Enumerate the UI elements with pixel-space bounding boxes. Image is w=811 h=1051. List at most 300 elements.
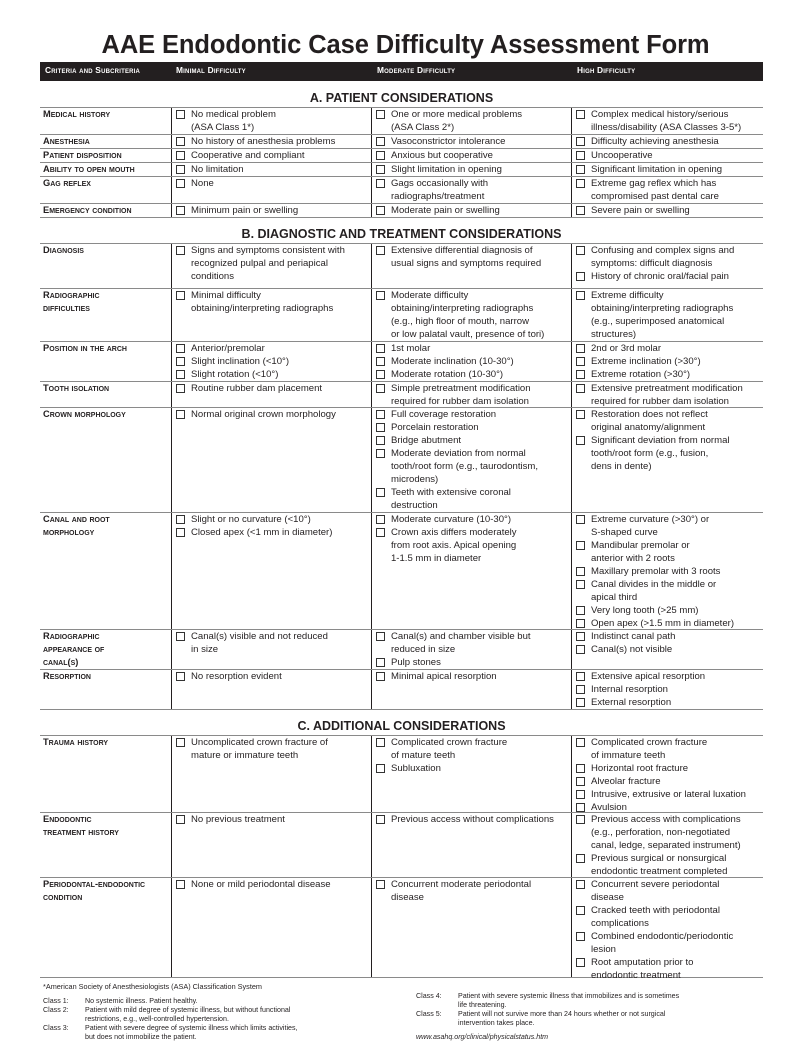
item-text: Moderate rotation (10-30°) xyxy=(391,369,504,380)
item-text: Extreme gag reflex which has xyxy=(591,178,717,189)
checklist-item[interactable] xyxy=(176,177,214,190)
criteria-label xyxy=(43,736,108,749)
checklist-item[interactable] xyxy=(376,342,514,355)
item-text: Slight inclination (<10°) xyxy=(191,356,290,367)
item-text: 1st molar xyxy=(391,343,431,354)
moderate-cell xyxy=(376,204,500,217)
item-text: Canal(s) and chamber visible but xyxy=(391,631,531,642)
item-text: Complicated crown fracture xyxy=(391,737,508,748)
item-text: External resorption xyxy=(591,697,672,708)
item-text: or low palatal vault, presence of tori) xyxy=(391,329,545,340)
checklist-item[interactable] xyxy=(376,135,505,148)
criteria-label xyxy=(43,513,110,539)
item-text: structures) xyxy=(591,329,637,340)
criteria-line: Gag reflex xyxy=(43,178,91,188)
minimal-cell xyxy=(176,630,328,656)
item-text: disease xyxy=(391,892,424,903)
item-text: (ASA Class 1*) xyxy=(191,122,255,133)
checklist-item[interactable] xyxy=(376,656,531,669)
column-divider xyxy=(171,243,172,709)
checklist-item[interactable] xyxy=(576,643,675,656)
item-text: tooth/root form (e.g., taurodontism, xyxy=(391,461,538,472)
item-text: Combined endodontic/periodontic xyxy=(591,931,734,942)
item-text: apical third xyxy=(591,592,638,603)
checklist-item[interactable] xyxy=(576,382,743,408)
item-text: No medical problem xyxy=(191,109,276,120)
asa-class-label: Class 5: xyxy=(416,1010,442,1019)
criteria-label xyxy=(43,630,104,669)
criteria-line: Patient disposition xyxy=(43,150,122,160)
item-text: Extensive apical resorption xyxy=(591,671,706,682)
checklist-item[interactable] xyxy=(176,670,282,683)
moderate-cell xyxy=(376,163,502,176)
high-cell xyxy=(576,878,733,982)
criteria-line: morphology xyxy=(43,527,95,537)
item-text: Indistinct canal path xyxy=(591,631,676,642)
checklist-item[interactable] xyxy=(576,604,734,617)
checklist-item[interactable] xyxy=(576,683,705,696)
criteria-label xyxy=(43,408,126,421)
item-text: Horizontal root fracture xyxy=(591,763,689,774)
item-text: Gags occasionally with xyxy=(391,178,489,189)
checklist-item[interactable] xyxy=(376,813,554,826)
checklist-item[interactable] xyxy=(376,108,522,134)
item-text: Anxious but cooperative xyxy=(391,150,493,161)
asa-class-line: restrictions, e.g., well-controlled hypertension. xyxy=(85,1015,229,1024)
item-text: S-shaped curve xyxy=(591,527,658,538)
high-cell xyxy=(576,408,730,473)
item-text: complications xyxy=(591,918,649,929)
checklist-item[interactable] xyxy=(576,270,734,283)
item-text: Cracked teeth with periodontal xyxy=(591,905,720,916)
checklist-item[interactable] xyxy=(376,762,507,775)
asa-class-line: but does not immobilize the patient. xyxy=(85,1033,197,1042)
moderate-cell xyxy=(376,149,493,162)
item-text: Slight limitation in opening xyxy=(391,164,502,175)
moderate-cell xyxy=(376,630,531,669)
item-text: Complicated crown fracture xyxy=(591,737,708,748)
minimal-cell xyxy=(176,149,305,162)
item-text: required for rubber dam isolation xyxy=(391,396,529,407)
checklist-item[interactable] xyxy=(576,244,734,270)
asa-class-entry xyxy=(43,1024,403,1042)
item-text: Open apex (>1.5 mm in diameter) xyxy=(591,618,735,629)
item-text: 1-1.5 mm in diameter xyxy=(391,553,482,564)
item-text: obtaining/interpreting radiographs xyxy=(191,303,334,314)
item-text: Maxillary premolar with 3 roots xyxy=(591,566,721,577)
item-text: Canal divides in the middle or xyxy=(591,579,717,590)
section-title: C. ADDITIONAL CONSIDERATIONS xyxy=(297,719,506,733)
criteria-label xyxy=(43,813,119,839)
column-divider xyxy=(371,735,372,977)
checklist-item[interactable] xyxy=(576,565,734,578)
high-cell xyxy=(576,342,701,381)
item-text: (e.g., superimposed anatomical xyxy=(591,316,725,327)
checklist-item[interactable] xyxy=(576,135,719,148)
checklist-item[interactable] xyxy=(376,630,531,656)
checklist-item[interactable] xyxy=(176,244,345,283)
criteria-label xyxy=(43,149,122,162)
item-text: Minimal apical resorption xyxy=(391,671,497,682)
item-text: lesion xyxy=(591,944,616,955)
criteria-label xyxy=(43,878,145,904)
checklist-item[interactable] xyxy=(176,163,244,176)
item-text: (ASA Class 2*) xyxy=(391,122,455,133)
checklist-item[interactable] xyxy=(576,342,701,355)
checklist-item[interactable] xyxy=(376,447,538,486)
checklist-item[interactable] xyxy=(576,762,746,775)
item-text: Moderate curvature (10-30°) xyxy=(391,514,512,525)
checklist-item[interactable] xyxy=(576,852,741,878)
asa-class-entry xyxy=(43,997,403,1006)
item-text: disease xyxy=(591,892,624,903)
high-cell xyxy=(576,813,741,878)
item-text: Concurrent severe periodontal xyxy=(591,879,720,890)
item-text: Extreme rotation (>30°) xyxy=(591,369,691,380)
checklist-item[interactable] xyxy=(376,368,514,381)
high-cell xyxy=(576,108,741,134)
checklist-item[interactable] xyxy=(176,878,331,891)
asa-class-line: Patient will not survive more than 24 hours whether or not surgical xyxy=(458,1010,666,1019)
item-text: obtaining/interpreting radiographs xyxy=(391,303,534,314)
item-text: Moderate difficulty xyxy=(391,290,469,301)
minimal-cell xyxy=(176,408,336,421)
item-text: History of chronic oral/facial pain xyxy=(591,271,729,282)
item-text: Slight rotation (<10°) xyxy=(191,369,279,380)
checklist-item[interactable] xyxy=(576,788,746,801)
checklist-item[interactable] xyxy=(576,108,741,134)
checklist-item[interactable] xyxy=(576,355,701,368)
criteria-label xyxy=(43,244,84,257)
checklist-item[interactable] xyxy=(576,539,734,565)
checklist-item[interactable] xyxy=(176,204,298,217)
item-text: Pulp stones xyxy=(391,657,441,668)
row-divider xyxy=(40,709,763,710)
asa-class-line: No systemic illness. Patient healthy. xyxy=(85,997,198,1005)
checklist-item[interactable] xyxy=(376,244,541,270)
item-text: No limitation xyxy=(191,164,244,175)
checklist-item[interactable] xyxy=(576,775,746,788)
checklist-item[interactable] xyxy=(376,408,538,421)
item-text: Confusing and complex signs and xyxy=(591,245,735,256)
moderate-cell xyxy=(376,342,514,381)
column-divider xyxy=(371,243,372,709)
header-criteria: Criteria and Subcriteria xyxy=(45,65,141,75)
criteria-line: Endodontic xyxy=(43,814,92,824)
item-text: No history of anesthesia problems xyxy=(191,136,336,147)
checklist-item[interactable] xyxy=(376,163,502,176)
checklist-item[interactable] xyxy=(576,434,730,473)
item-text: mature or immature teeth xyxy=(191,750,299,761)
criteria-label xyxy=(43,177,91,190)
criteria-line: Anesthesia xyxy=(43,136,90,146)
checklist-item[interactable] xyxy=(176,149,305,162)
minimal-cell xyxy=(176,342,289,381)
checklist-item[interactable] xyxy=(176,368,289,381)
high-cell xyxy=(576,149,653,162)
checklist-item[interactable] xyxy=(176,289,333,315)
checklist-item[interactable] xyxy=(376,382,531,408)
checklist-item[interactable] xyxy=(376,177,488,203)
high-cell xyxy=(576,163,722,176)
minimal-cell xyxy=(176,736,328,762)
checklist-item[interactable] xyxy=(576,630,675,643)
asa-class-description xyxy=(458,1010,665,1028)
section-title: A. PATIENT CONSIDERATIONS xyxy=(309,91,494,105)
item-text: Minimum pain or swelling xyxy=(191,205,299,216)
checklist-item[interactable] xyxy=(576,368,701,381)
checklist-item[interactable] xyxy=(576,878,733,904)
checklist-item[interactable] xyxy=(576,204,690,217)
item-text: Difficulty achieving anesthesia xyxy=(591,136,719,147)
item-text: 2nd or 3rd molar xyxy=(591,343,662,354)
asa-class-line: Patient with mild degree of systemic illness, but without functional xyxy=(85,1006,291,1015)
item-text: tooth/root form (e.g., fusion, xyxy=(591,448,709,459)
item-text: Canal(s) visible and not reduced xyxy=(191,631,328,642)
item-text: Intrusive, extrusive or lateral luxation xyxy=(591,789,746,800)
item-text: (e.g., perforation, non-negotiated xyxy=(591,827,731,838)
item-text: dens in dente) xyxy=(591,461,652,472)
item-text: Extreme difficulty xyxy=(591,290,664,301)
asa-url: www.asahq.org/clinical/physicalstatus.htm xyxy=(416,1033,549,1041)
high-cell xyxy=(576,244,734,283)
checklist-item[interactable] xyxy=(176,135,335,148)
item-text: symptoms: difficult diagnosis xyxy=(591,258,713,269)
checklist-item[interactable] xyxy=(576,408,730,434)
item-text: Avulsion xyxy=(591,802,627,813)
asa-class-label: Class 2: xyxy=(43,1006,69,1015)
checklist-item[interactable] xyxy=(376,513,517,526)
asa-class-description xyxy=(85,1006,290,1024)
minimal-cell xyxy=(176,878,331,891)
item-text: Significant deviation from normal xyxy=(591,435,730,446)
asa-class-label: Class 4: xyxy=(416,992,442,1000)
header-high: High Difficulty xyxy=(577,65,636,75)
item-text: No previous treatment xyxy=(191,814,285,825)
item-text: Uncooperative xyxy=(591,150,653,161)
item-text: destruction xyxy=(391,500,438,511)
item-text: Internal resorption xyxy=(591,684,668,695)
item-text: Subluxation xyxy=(391,763,441,774)
high-cell xyxy=(576,513,734,630)
checklist-item[interactable] xyxy=(576,736,746,762)
checklist-item[interactable] xyxy=(376,421,538,434)
checklist-item[interactable] xyxy=(576,513,734,539)
moderate-cell xyxy=(376,813,554,826)
high-cell xyxy=(576,630,675,656)
asa-class-entry xyxy=(416,1010,776,1028)
minimal-cell xyxy=(176,204,298,217)
checklist-item[interactable] xyxy=(576,163,722,176)
item-text: Significant limitation in opening xyxy=(591,164,723,175)
criteria-line: Emergency condition xyxy=(43,205,132,215)
high-cell xyxy=(576,670,705,709)
item-text: Moderate inclination (10-30°) xyxy=(391,356,514,367)
asa-class-label: Class 3: xyxy=(43,1024,69,1033)
item-text: microdens) xyxy=(391,474,439,485)
item-text: recognized pulpal and periapical xyxy=(191,258,328,269)
item-text: in size xyxy=(191,644,219,655)
high-cell xyxy=(576,177,719,203)
column-header-bar xyxy=(40,62,763,81)
column-divider xyxy=(171,735,172,977)
item-text: Bridge abutment xyxy=(391,435,462,446)
moderate-cell xyxy=(376,736,507,775)
item-text: Simple pretreatment modification xyxy=(391,383,531,394)
item-text: Moderate pain or swelling xyxy=(391,205,500,216)
item-text: original anatomy/alignment xyxy=(591,422,706,433)
asa-class-description xyxy=(458,992,679,1010)
item-text: anterior with 2 roots xyxy=(591,553,675,564)
checklist-item[interactable] xyxy=(576,578,734,604)
item-text: illness/disability (ASA Classes 3-5*) xyxy=(591,122,742,133)
checklist-item[interactable] xyxy=(176,342,289,355)
moderate-cell xyxy=(376,670,497,683)
minimal-cell xyxy=(176,177,214,190)
criteria-line: Tooth isolation xyxy=(43,383,110,393)
asa-class-label: Class 1: xyxy=(43,997,69,1005)
moderate-cell xyxy=(376,408,538,512)
criteria-line: Position in the arch xyxy=(43,343,127,353)
section-title: B. DIAGNOSTIC AND TREATMENT CONSIDERATIONS xyxy=(241,227,562,241)
minimal-cell xyxy=(176,289,333,315)
checklist-item[interactable] xyxy=(376,526,517,565)
checklist-item[interactable] xyxy=(576,177,719,203)
criteria-label xyxy=(43,670,91,683)
checklist-item[interactable] xyxy=(376,434,538,447)
item-text: Severe pain or swelling xyxy=(591,205,690,216)
item-text: One or more medical problems xyxy=(391,109,523,120)
criteria-label xyxy=(43,163,135,176)
minimal-cell xyxy=(176,163,244,176)
header-minimal: Minimal Difficulty xyxy=(176,65,246,75)
checklist-item[interactable] xyxy=(576,930,733,956)
minimal-cell xyxy=(176,382,322,395)
high-cell xyxy=(576,204,690,217)
item-text: Canal(s) not visible xyxy=(591,644,673,655)
moderate-cell xyxy=(376,289,544,341)
criteria-line: Canal and root xyxy=(43,514,110,524)
item-text: None or mild periodontal disease xyxy=(191,879,331,890)
item-text: conditions xyxy=(191,271,234,282)
item-text: Full coverage restoration xyxy=(391,409,497,420)
checklist-item[interactable] xyxy=(376,149,493,162)
item-text: Uncomplicated crown fracture of xyxy=(191,737,328,748)
criteria-line: appearance of xyxy=(43,644,105,654)
moderate-cell xyxy=(376,878,531,904)
criteria-label xyxy=(43,135,90,148)
moderate-cell xyxy=(376,177,488,203)
moderate-cell xyxy=(376,513,517,565)
footnote-heading: *American Society of Anesthesiologists (ASA) Classification System xyxy=(43,982,262,991)
checklist-item[interactable] xyxy=(376,355,514,368)
moderate-cell xyxy=(376,108,522,134)
criteria-line: Trauma history xyxy=(43,737,109,747)
checklist-item[interactable] xyxy=(376,289,544,341)
item-text: endodontic treatment completed xyxy=(591,866,728,877)
criteria-line: difficulties xyxy=(43,303,90,313)
item-text: endodontic treatment xyxy=(591,970,681,981)
checklist-item[interactable] xyxy=(176,513,332,526)
item-text: Porcelain restoration xyxy=(391,422,479,433)
item-text: Extreme curvature (>30°) or xyxy=(591,514,710,525)
checklist-item[interactable] xyxy=(176,108,276,134)
high-cell xyxy=(576,289,733,341)
checklist-item[interactable] xyxy=(176,408,336,421)
checklist-item[interactable] xyxy=(576,956,733,982)
item-text: No resorption evident xyxy=(191,671,282,682)
checklist-item[interactable] xyxy=(576,813,741,852)
item-text: Very long tooth (>25 mm) xyxy=(591,605,699,616)
item-text: Extensive differential diagnosis of xyxy=(391,245,533,256)
checklist-item[interactable] xyxy=(376,670,497,683)
checklist-item[interactable] xyxy=(176,382,322,395)
item-text: Signs and symptoms consistent with xyxy=(191,245,345,256)
item-text: Mandibular premolar or xyxy=(591,540,690,551)
item-text: Anterior/premolar xyxy=(191,343,265,354)
moderate-cell xyxy=(376,382,531,408)
checklist-item[interactable] xyxy=(576,696,705,709)
checklist-item[interactable] xyxy=(376,878,531,904)
item-text: Moderate deviation from normal xyxy=(391,448,526,459)
asa-class-entry xyxy=(43,1006,403,1024)
checklist-item[interactable] xyxy=(376,204,500,217)
asa-class-line: Patient with severe degree of systemic illness which limits activities, xyxy=(85,1024,298,1033)
moderate-cell xyxy=(376,244,541,270)
item-text: Extensive pretreatment modification xyxy=(591,383,743,394)
item-text: of mature teeth xyxy=(391,750,456,761)
item-text: (e.g., high floor of mouth, narrow xyxy=(391,316,529,327)
item-text: Previous surgical or nonsurgical xyxy=(591,853,727,864)
item-text: Extreme inclination (>30°) xyxy=(591,356,701,367)
high-cell xyxy=(576,382,743,408)
asa-class-line: intervention takes place. xyxy=(458,1019,535,1028)
item-text: Minimal difficulty xyxy=(191,290,261,301)
criteria-line: Ability to open mouth xyxy=(43,164,135,174)
criteria-line: Crown morphology xyxy=(43,409,126,419)
checklist-item[interactable] xyxy=(376,486,538,512)
checklist-item[interactable] xyxy=(576,289,733,341)
checklist-item[interactable] xyxy=(176,630,328,656)
checklist-item[interactable] xyxy=(176,526,332,539)
high-cell xyxy=(576,135,719,148)
item-text: Closed apex (<1 mm in diameter) xyxy=(191,527,333,538)
checklist-item[interactable] xyxy=(176,736,328,762)
item-text: Concurrent moderate periodontal xyxy=(391,879,532,890)
criteria-line: condition xyxy=(43,892,83,902)
minimal-cell xyxy=(176,135,335,148)
checklist-item[interactable] xyxy=(576,149,653,162)
item-text: Cooperative and compliant xyxy=(191,150,305,161)
item-text: Complex medical history/serious xyxy=(591,109,729,120)
minimal-cell xyxy=(176,513,332,539)
checklist-item[interactable] xyxy=(176,813,285,826)
item-text: Routine rubber dam placement xyxy=(191,383,323,394)
item-text: required for rubber dam isolation xyxy=(591,396,729,407)
checklist-item[interactable] xyxy=(176,355,289,368)
criteria-line: Radiographic xyxy=(43,631,100,641)
criteria-label xyxy=(43,204,132,217)
item-text: reduced in size xyxy=(391,644,456,655)
item-text: Teeth with extensive coronal xyxy=(391,487,511,498)
item-text: Root amputation prior to xyxy=(591,957,694,968)
item-text: from root axis. Apical opening xyxy=(391,540,517,551)
criteria-label xyxy=(43,108,110,121)
checklist-item[interactable] xyxy=(376,736,507,762)
criteria-line: canal(s) xyxy=(43,657,79,667)
checklist-item[interactable] xyxy=(576,904,733,930)
checklist-item[interactable] xyxy=(576,670,705,683)
